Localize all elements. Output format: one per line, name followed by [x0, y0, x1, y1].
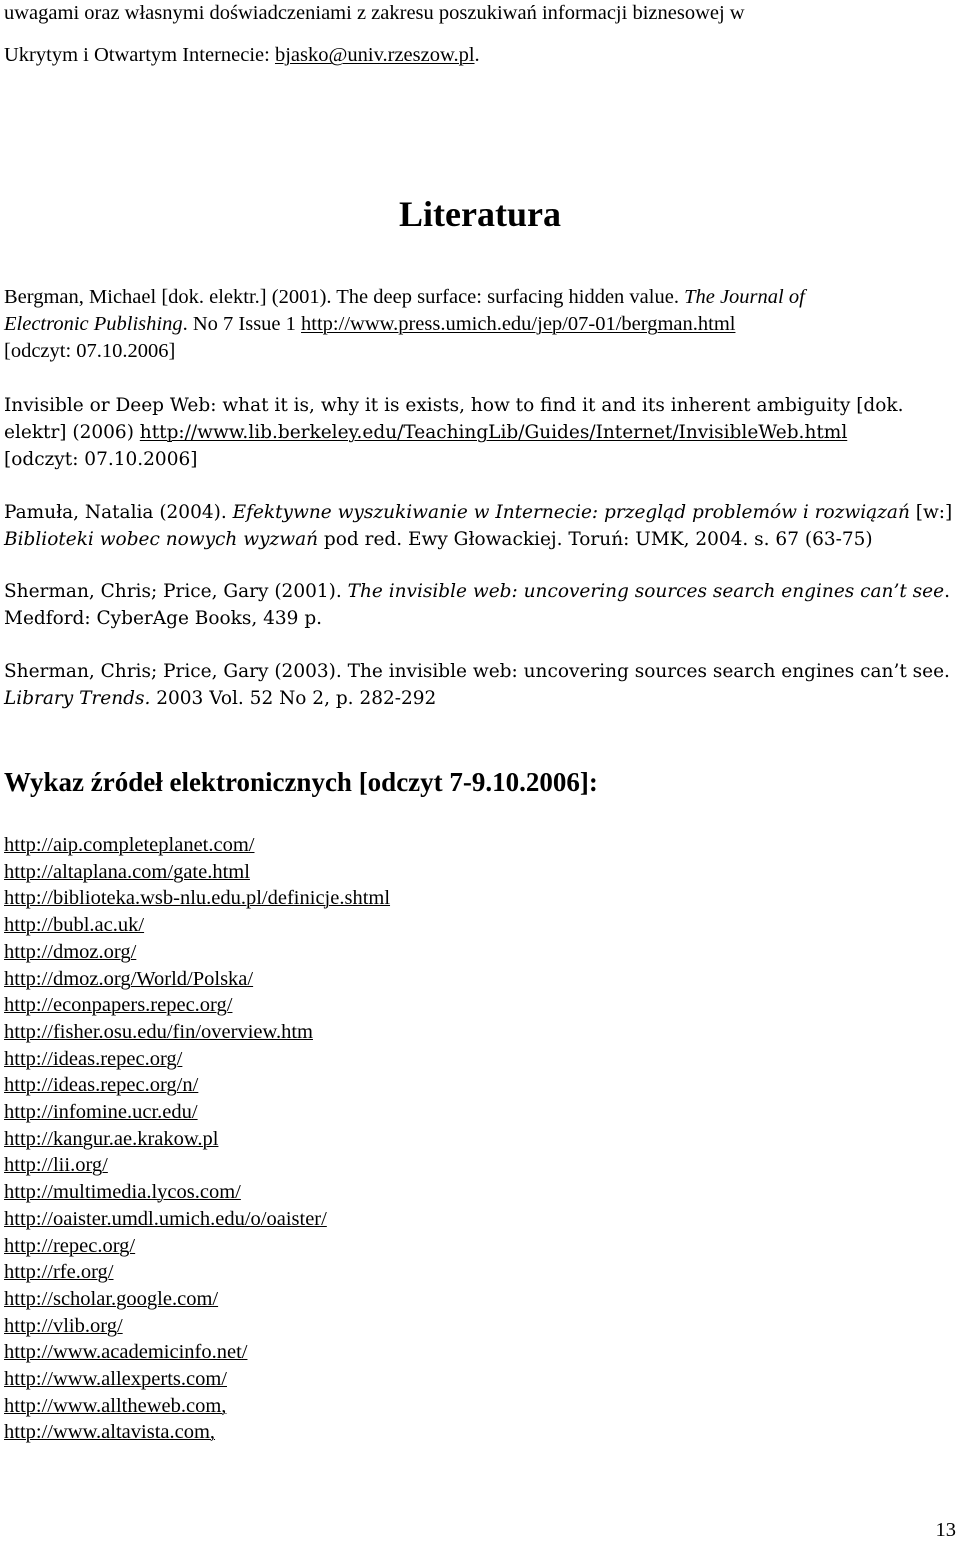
reference-title: Biblioteki wobec nowych wyzwań: [4, 529, 319, 550]
intro-line-1: uwagami oraz własnymi doświadczeniami z zakresu poszukiwań informacji biznesowej w: [4, 2, 745, 24]
reference-text: Pamuła, Natalia (2004).: [4, 502, 233, 523]
source-link[interactable]: http://dmoz.org/: [4, 940, 137, 963]
source-link-item: [4, 1366, 227, 1393]
reference-line: Sherman, Chris; Price, Gary (2003). The invisible web: uncovering sources search engines can’t see.: [4, 661, 950, 682]
reference-text: . No 7 Issue 1: [182, 313, 302, 335]
source-link[interactable]: http://infomine.ucr.edu/: [4, 1101, 198, 1123]
source-link[interactable]: http://repec.org/: [4, 1234, 136, 1257]
source-link-item: [4, 1393, 226, 1420]
source-link[interactable]: http://oaister.umdl.umich.edu/o/oaister/: [4, 1207, 327, 1230]
source-link-item: [4, 1152, 108, 1179]
source-link[interactable]: http://kangur.ae.krakow.pl: [4, 1127, 219, 1150]
source-link-item: [4, 1072, 198, 1099]
source-link-item: [4, 1259, 114, 1286]
reference-line: [4, 499, 952, 526]
source-link[interactable]: http://aip.completeplanet.com/: [4, 834, 255, 856]
reference-link[interactable]: http://www.lib.berkeley.edu/TeachingLib/Guides/Internet/InvisibleWeb.html: [139, 422, 848, 443]
source-link-item: [4, 1233, 135, 1260]
source-link-item: [4, 1046, 182, 1073]
reference-title: The invisible web: uncovering sources search engines can’t see: [347, 581, 945, 602]
source-link-item: [4, 1126, 218, 1153]
reference-text: pod red. Ewy Głowackiej. Toruń: UMK, 2004. s. 67 (63-75): [318, 529, 873, 550]
journal-title: Electronic Publishing: [4, 313, 183, 335]
reference-text: 2003 Vol. 52 No 2, p. 282-292: [150, 688, 437, 709]
source-link[interactable]: http://dmoz.org/World/Polska/: [4, 967, 254, 990]
source-link-item: [4, 832, 254, 859]
reference-line: Invisible or Deep Web: what it is, why it is exists, how to find it and its inherent ambiguity [dok.: [4, 395, 904, 416]
intro-period: .: [474, 44, 480, 66]
source-link[interactable]: http://ideas.repec.org/n/: [4, 1074, 199, 1097]
source-link-item: [4, 1339, 247, 1366]
journal-title: Library Trends.: [4, 688, 151, 709]
reference-text: Sherman, Chris; Price, Gary (2001).: [4, 581, 348, 602]
reference-line: [4, 311, 735, 338]
page-heading: Literatura: [399, 194, 561, 234]
source-link-item: [4, 912, 144, 939]
source-link[interactable]: http://vlib.org/: [4, 1314, 123, 1337]
reference-text: .: [944, 581, 950, 602]
source-link[interactable]: http://fisher.osu.edu/fin/overview.htm: [4, 1020, 313, 1043]
page-number: 13: [935, 1519, 956, 1541]
source-link[interactable]: http://multimedia.lycos.com/: [4, 1181, 241, 1204]
source-link-item: [4, 1019, 313, 1046]
source-link[interactable]: http://www.altavista.com,: [4, 1421, 216, 1444]
source-link[interactable]: http://lii.org/: [4, 1154, 108, 1177]
intro-line-2: [4, 42, 480, 69]
source-link[interactable]: http://ideas.repec.org/: [4, 1047, 183, 1070]
source-link[interactable]: http://bubl.ac.uk/: [4, 914, 145, 937]
source-link-item: [4, 992, 232, 1019]
source-link[interactable]: http://biblioteka.wsb-nlu.edu.pl/definicje.shtml: [4, 887, 391, 910]
reference-line: [4, 526, 873, 553]
reference-link[interactable]: http://www.press.umich.edu/jep/07-01/bergman.html: [301, 313, 736, 335]
source-link-item: [4, 939, 136, 966]
reference-title: Efektywne wyszukiwanie w Internecie: przegląd problemów i rozwiązań: [232, 502, 910, 523]
reference-line: [4, 685, 436, 712]
source-link-item: [4, 1206, 327, 1233]
source-link[interactable]: http://altaplana.com/gate.html: [4, 860, 250, 883]
source-link-item: [4, 966, 253, 993]
source-link-item: [4, 1286, 218, 1313]
source-link-item: [4, 1099, 198, 1126]
source-link-item: [4, 859, 250, 886]
sources-heading: Wykaz źródeł elektronicznych [odczyt 7-9.10.2006]:: [4, 767, 598, 797]
source-link[interactable]: http://scholar.google.com/: [4, 1287, 219, 1310]
reference-line: [odczyt: 07.10.2006]: [4, 340, 176, 362]
reference-line: [4, 419, 847, 446]
source-link-item: [4, 1419, 215, 1446]
source-link[interactable]: http://www.alltheweb.com,: [4, 1394, 227, 1417]
reference-text: Bergman, Michael [dok. elektr.] (2001). The deep surface: surfacing hidden value.: [4, 286, 685, 308]
source-link[interactable]: http://www.academicinfo.net/: [4, 1341, 248, 1364]
reference-line: [4, 578, 950, 605]
reference-text: [w:]: [909, 502, 953, 523]
source-link-item: [4, 1179, 241, 1206]
source-link-item: [4, 885, 390, 912]
source-link-item: [4, 1313, 123, 1340]
reference-line: [odczyt: 07.10.2006]: [4, 449, 198, 470]
email-link[interactable]: bjasko@univ.rzeszow.pl: [274, 44, 475, 66]
source-link[interactable]: http://www.allexperts.com/: [4, 1368, 227, 1390]
source-link[interactable]: http://rfe.org/: [4, 1261, 114, 1284]
source-link[interactable]: http://econpapers.repec.org/: [4, 994, 233, 1017]
intro-text: Ukrytym i Otwartym Internecie:: [4, 44, 275, 66]
reference-line: [4, 284, 805, 311]
reference-text: elektr] (2006): [4, 422, 140, 443]
reference-line: Medford: CyberAge Books, 439 p.: [4, 608, 323, 629]
journal-title: The Journal of: [684, 286, 805, 308]
